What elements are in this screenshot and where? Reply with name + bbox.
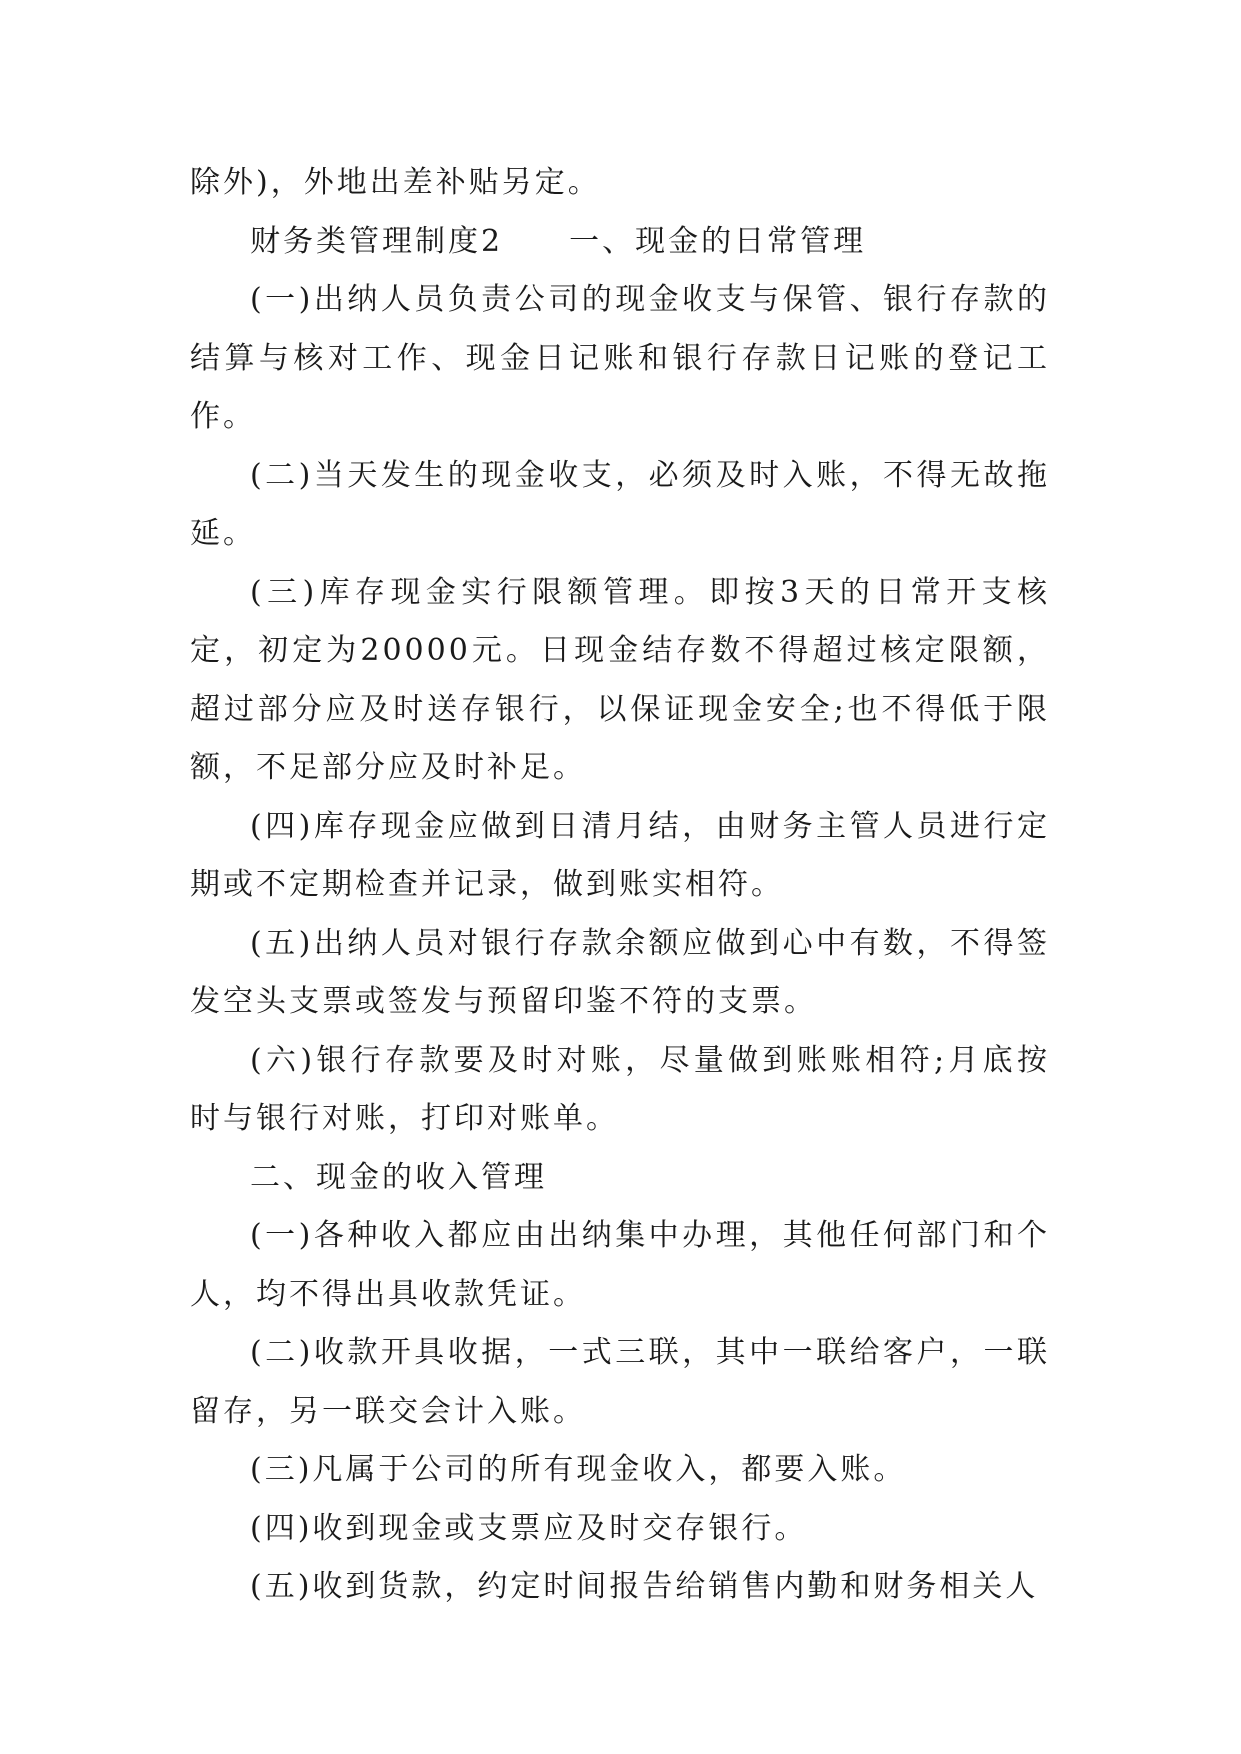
paragraph: (六)银行存款要及时对账，尽量做到账账相符;月底按时与银行对账，打印对账单。	[190, 1042, 1050, 1136]
paragraph: (三)凡属于公司的所有现金收入，都要入账。	[250, 1452, 907, 1487]
paragraph: (一)出纳人员负责公司的现金收支与保管、银行存款的结算与核对工作、现金日记账和银行存款日记账的登记工作。	[190, 282, 1050, 434]
document-body	[190, 154, 1050, 1617]
paragraph: (二)收款开具收据，一式三联，其中一联给客户，一联留存，另一联交会计入账。	[190, 1335, 1050, 1429]
section-heading: 二、现金的收入管理	[250, 1159, 547, 1195]
paragraph: (五)出纳人员对银行存款余额应做到心中有数，不得签发空头支票或签发与预留印鉴不符的支票。	[190, 925, 1050, 1019]
paragraph: (四)收到现金或支票应及时交存银行。	[250, 1510, 808, 1546]
paragraph: (一)各种收入都应由出纳集中办理，其他任何部门和个人，均不得出具收款凭证。	[190, 1218, 1050, 1312]
paragraph: 除外)，外地出差补贴另定。	[190, 165, 601, 200]
paragraph: 财务类管理制度2 一、现金的日常管理	[250, 223, 867, 259]
paragraph: (五)收到货款，约定时间报告给销售内勤和财务相关人	[250, 1569, 1039, 1604]
paragraph: (三)库存现金实行限额管理。即按3天的日常开支核定，初定为20000元。日现金结存数不得超过核定限额，超过部分应及时送存银行，以保证现金安全;也不得低于限额，不足部分应及时补足。	[190, 574, 1050, 785]
paragraph: (二)当天发生的现金收支，必须及时入账，不得无故拖延。	[190, 457, 1050, 551]
paragraph: (四)库存现金应做到日清月结，由财务主管人员进行定期或不定期检查并记录，做到账实相符。	[190, 808, 1050, 902]
